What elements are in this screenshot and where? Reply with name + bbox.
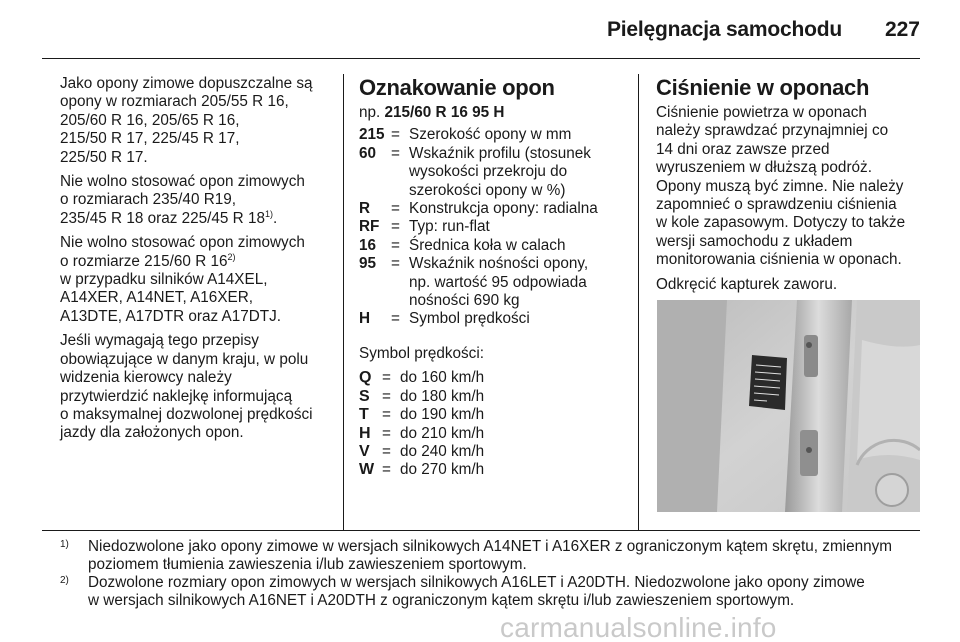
definition-value xyxy=(409,255,629,310)
text-line: przytwierdzić naklejkę informującą xyxy=(60,387,293,405)
definition-row xyxy=(359,200,629,218)
marking-example xyxy=(359,104,629,122)
column-divider-2 xyxy=(638,74,639,530)
speed-value: do 160 km/h xyxy=(400,369,485,387)
text-line: 14 dni oraz zawsze przed xyxy=(656,140,830,158)
text-line: poziomem tłumienia zawieszenia i/lub zawieszeniem sportowym. xyxy=(88,556,527,574)
text-line: Symbol prędkości xyxy=(409,310,530,328)
speed-value: do 180 km/h xyxy=(400,387,485,405)
text-line xyxy=(60,253,335,271)
text-line: zapomnieć o sprawdzeniu ciśnienia xyxy=(656,196,897,214)
text-line xyxy=(60,210,335,228)
page-header xyxy=(0,0,960,60)
text-line: A13DTE, A17DTR oraz A17DTJ. xyxy=(60,307,282,325)
text-line: Typ: run-flat xyxy=(409,218,490,236)
equals-sign: = xyxy=(382,369,391,387)
text-line: opony w rozmiarach 205/55 R 16, xyxy=(60,93,289,111)
footnote-divider xyxy=(42,530,920,531)
text-line: 225/50 R 17. xyxy=(60,148,148,166)
text-line: w wersjach silnikowych A16NET i A20DTH z ograniczonym kątem skrętu i/lub zawieszeniem sportowym. xyxy=(88,592,795,610)
section-heading-tire-marking: Oznakowanie opon xyxy=(359,75,555,100)
equals-sign: = xyxy=(382,424,391,442)
definition-row xyxy=(359,126,629,144)
paragraph-pressure-check xyxy=(656,104,926,270)
text-line: 215/50 R 17, 225/45 R 17, xyxy=(60,130,240,148)
equals-sign: = xyxy=(391,126,400,144)
definition-value xyxy=(409,310,629,328)
text-line: wersji samochodu z układem xyxy=(656,232,853,250)
text-line: o maksymalnej dozwolonej prędkości xyxy=(60,405,313,423)
speed-key: T xyxy=(359,406,369,424)
text-line: Nie wolno stosować opon zimowych xyxy=(60,234,305,252)
equals-sign: = xyxy=(391,200,400,218)
text-line: Nie wolno stosować opon zimowych xyxy=(60,173,305,191)
definition-key: 95 xyxy=(359,255,377,273)
text-line: szerokości opony w %) xyxy=(409,181,566,199)
speed-row xyxy=(359,406,629,424)
header-divider xyxy=(42,58,920,59)
definition-key: RF xyxy=(359,218,380,236)
paragraph-allowed-sizes xyxy=(60,75,335,167)
definition-row xyxy=(359,255,629,310)
equals-sign: = xyxy=(382,387,391,405)
speed-symbol-list xyxy=(359,369,629,479)
definition-key: 60 xyxy=(359,144,377,162)
column-tire-marking xyxy=(359,75,629,486)
text-line: A14XER, A14NET, A16XER, xyxy=(60,289,254,307)
section-heading-tire-pressure: Ciśnienie w oponach xyxy=(656,75,870,100)
paragraph-valve-cap: Odkręcić kapturek zaworu. xyxy=(656,275,838,293)
text-line: obowiązujące w danym kraju, w polu xyxy=(60,350,309,368)
speed-key: H xyxy=(359,424,371,442)
example-code: 215/60 R 16 95 H xyxy=(384,104,505,121)
text-line: Szerokość opony w mm xyxy=(409,126,572,144)
text-line: Ciśnienie powietrza w oponach xyxy=(656,104,867,121)
footnote-mark: 2) xyxy=(60,575,69,586)
footnote-text xyxy=(88,574,865,611)
speed-key: W xyxy=(359,461,375,479)
door-pillar-tire-label-image xyxy=(657,300,920,512)
speed-symbol-title: Symbol prędkości: xyxy=(359,344,484,362)
speed-value: do 270 km/h xyxy=(400,461,485,479)
spacer xyxy=(359,335,629,345)
speed-value: do 210 km/h xyxy=(400,424,485,442)
text-line: Dozwolone rozmiary opon zimowych w wersjach silnikowych A16LET i A20DTH. Niedozwolone jako opony zimowe xyxy=(88,574,865,591)
speed-row xyxy=(359,443,629,461)
text-line: Jako opony zimowe dopuszczalne są xyxy=(60,75,313,92)
page-number: 227 xyxy=(884,18,920,41)
column-tire-pressure xyxy=(656,75,926,300)
footnote-ref-2: 2) xyxy=(227,251,236,262)
watermark: carmanualsonline.info xyxy=(500,612,777,642)
definition-value xyxy=(409,218,629,236)
text-line: w kole zapasowym. Dotyczy to także xyxy=(656,214,906,232)
equals-sign: = xyxy=(382,442,391,460)
speed-key: V xyxy=(359,442,370,460)
text-line: Niedozwolone jako opony zimowe w wersjach silnikowych A14NET i A16XER z ograniczonym kątem skrętu, zmiennym xyxy=(88,538,892,555)
speed-value: do 190 km/h xyxy=(400,406,485,424)
example-prefix: np. xyxy=(359,104,381,121)
text-line: Wskaźnik profilu (stosunek xyxy=(409,144,591,162)
text-line: o rozmiarach 235/40 R19, xyxy=(60,191,237,209)
text-span: 235/45 R 18 oraz 225/45 R 18 xyxy=(60,209,265,227)
text-line: Jeśli wymagają tego przepisy xyxy=(60,332,259,350)
definition-row xyxy=(359,237,629,255)
text-span: . xyxy=(272,209,278,227)
speed-value: do 240 km/h xyxy=(400,442,485,460)
definition-value xyxy=(409,145,629,200)
definition-value xyxy=(409,200,629,218)
equals-sign: = xyxy=(391,218,400,236)
definition-value xyxy=(409,126,629,144)
text-line: Konstrukcja opony: radialna xyxy=(409,200,598,218)
column-winter-tires xyxy=(60,75,335,449)
page-title: Pielęgnacja samochodu xyxy=(606,18,842,41)
equals-sign: = xyxy=(391,310,400,328)
text-line: 205/60 R 16, 205/65 R 16, xyxy=(60,111,240,129)
text-line: Średnica koła w calach xyxy=(409,236,566,254)
text-line: wyruszeniem w dłuższą podróż. xyxy=(656,159,872,177)
text-span: o rozmiarze 215/60 R 16 xyxy=(60,252,228,270)
column-divider-1 xyxy=(343,74,344,530)
equals-sign: = xyxy=(391,255,400,273)
definition-key: H xyxy=(359,310,371,328)
speed-row xyxy=(359,369,629,387)
footnote-mark: 1) xyxy=(60,539,69,550)
speed-key: S xyxy=(359,387,370,405)
text-line: w przypadku silników A14XEL, xyxy=(60,271,268,289)
speed-row xyxy=(359,461,629,479)
speed-row xyxy=(359,425,629,443)
photo-illustration xyxy=(657,300,920,512)
definition-row xyxy=(359,145,629,200)
text-line: monitorowania ciśnienia w oponach. xyxy=(656,251,902,269)
footnote-text xyxy=(88,538,892,575)
paragraph-forbidden-sizes xyxy=(60,173,335,228)
paragraph-speed-sticker xyxy=(60,332,335,442)
paragraph-engine-restriction xyxy=(60,234,335,326)
definition-row xyxy=(359,310,629,328)
text-line: nośności 690 kg xyxy=(409,292,520,310)
text-line: Wskaźnik nośności opony, xyxy=(409,255,589,273)
text-line: Opony muszą być zimne. Nie należy xyxy=(656,177,904,195)
definition-value xyxy=(409,237,629,255)
definition-row xyxy=(359,218,629,236)
text-line: jazdy dla założonych opon. xyxy=(60,424,244,442)
definition-key: R xyxy=(359,200,371,218)
equals-sign: = xyxy=(382,406,391,424)
definition-key: 215 xyxy=(359,126,385,144)
footnote-ref-1: 1) xyxy=(264,208,273,219)
equals-sign: = xyxy=(382,461,391,479)
text-line: np. wartość 95 odpowiada xyxy=(409,273,587,291)
definition-key: 16 xyxy=(359,236,377,254)
equals-sign: = xyxy=(391,236,400,254)
marking-definitions xyxy=(359,126,629,328)
equals-sign: = xyxy=(391,144,400,162)
speed-key: Q xyxy=(359,369,372,387)
speed-row xyxy=(359,388,629,406)
text-line: należy sprawdzać przynajmniej co xyxy=(656,122,889,140)
text-line: wysokości przekroju do xyxy=(409,163,568,181)
text-line: widzenia kierowcy należy xyxy=(60,369,232,387)
